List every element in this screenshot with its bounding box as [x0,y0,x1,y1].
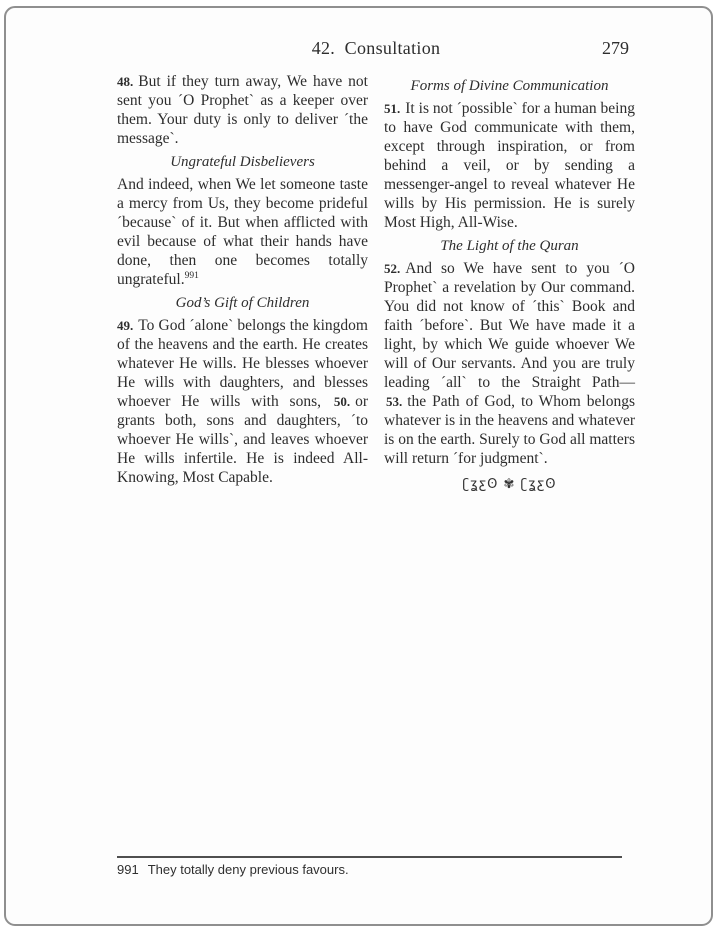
footnote [117,862,622,877]
verse-text: or grants both, sons and daughters, ´to whoever He wills`, and leaves whoever He wills infertile. He is indeed All-Knowing, Most Capable. [117,393,368,486]
chapter-title: 42. Consultation [311,38,441,58]
section-heading-forms-of-divine-communication: Forms of Divine Communication [410,78,609,94]
verse-text: It is not ´possible` for a human being to have God communicate with them, except through inspiration, or from behind a veil, or by sending a messenger-angel to reveal whatever He wills by His permission. He is surely Most High, All-Wise. [384,100,635,231]
ungrateful-disbelievers-paragraph [117,175,368,289]
footnote-reference: 991 [184,270,199,281]
page-content [117,38,635,492]
verse-text: And indeed, when We let someone taste a mercy from Us, they become prideful ´because` of it. But when afflicted with evil because of what their hands have done, then one becomes totally ungrateful. [117,176,368,288]
verse-text: But if they turn away, We have not sent you ´O Prophet` as a keeper over them. Your duty is only to deliver ´the message`. [117,73,368,147]
page-header [117,38,635,64]
verse-number: 49. [117,318,134,333]
verses-49-50-paragraph [117,316,368,487]
verses-52-53-paragraph [384,259,635,468]
footnote-text: They totally deny previous favours. [147,862,349,877]
verse-text: To God ´alone` belongs the kingdom of the heavens and the earth. He creates whatever He wills. He blesses whoever He wills with daughters, and blesses whoever He wills with sons, [117,317,368,410]
footnote-rule [117,856,622,858]
verse-51-paragraph [384,99,635,232]
page-number: 279 [602,38,629,58]
verse-text: And so We have sent to you ´O Prophet` a revelation by Our command. You did not know of ´this` Book and faith ´before`. But We have made it a light, by which We guide whoever We will of Our servants. And you are truly leading ´all` to the Straight Path— [384,260,635,391]
verse-number: 51. [384,101,401,116]
two-column-layout [117,72,635,492]
right-column [384,72,635,492]
verse-48-paragraph [117,72,368,148]
verse-number: 48. [117,74,134,89]
chapter-end-ornament: ʗʓƹʘ ✾ ʗʓƹʘ [462,477,557,492]
left-column [117,72,368,492]
section-heading-the-light-of-the-quran: The Light of the Quran [440,238,579,254]
section-heading-ungrateful-disbelievers: Ungrateful Disbelievers [170,154,315,170]
verse-text: the Path of God, to Whom belongs whatever is in the heavens and whatever is on the earth. Surely to God all matters will return ´for judgment`. [384,393,635,467]
section-heading-gods-gift-of-children: God’s Gift of Children [175,295,310,311]
verse-number: 52. [384,261,401,276]
page-border [4,6,713,926]
verse-number: 53. [386,394,403,409]
footnote-area [117,856,622,877]
footnote-number: 991 [117,862,139,877]
verse-number: 50. [333,394,351,409]
